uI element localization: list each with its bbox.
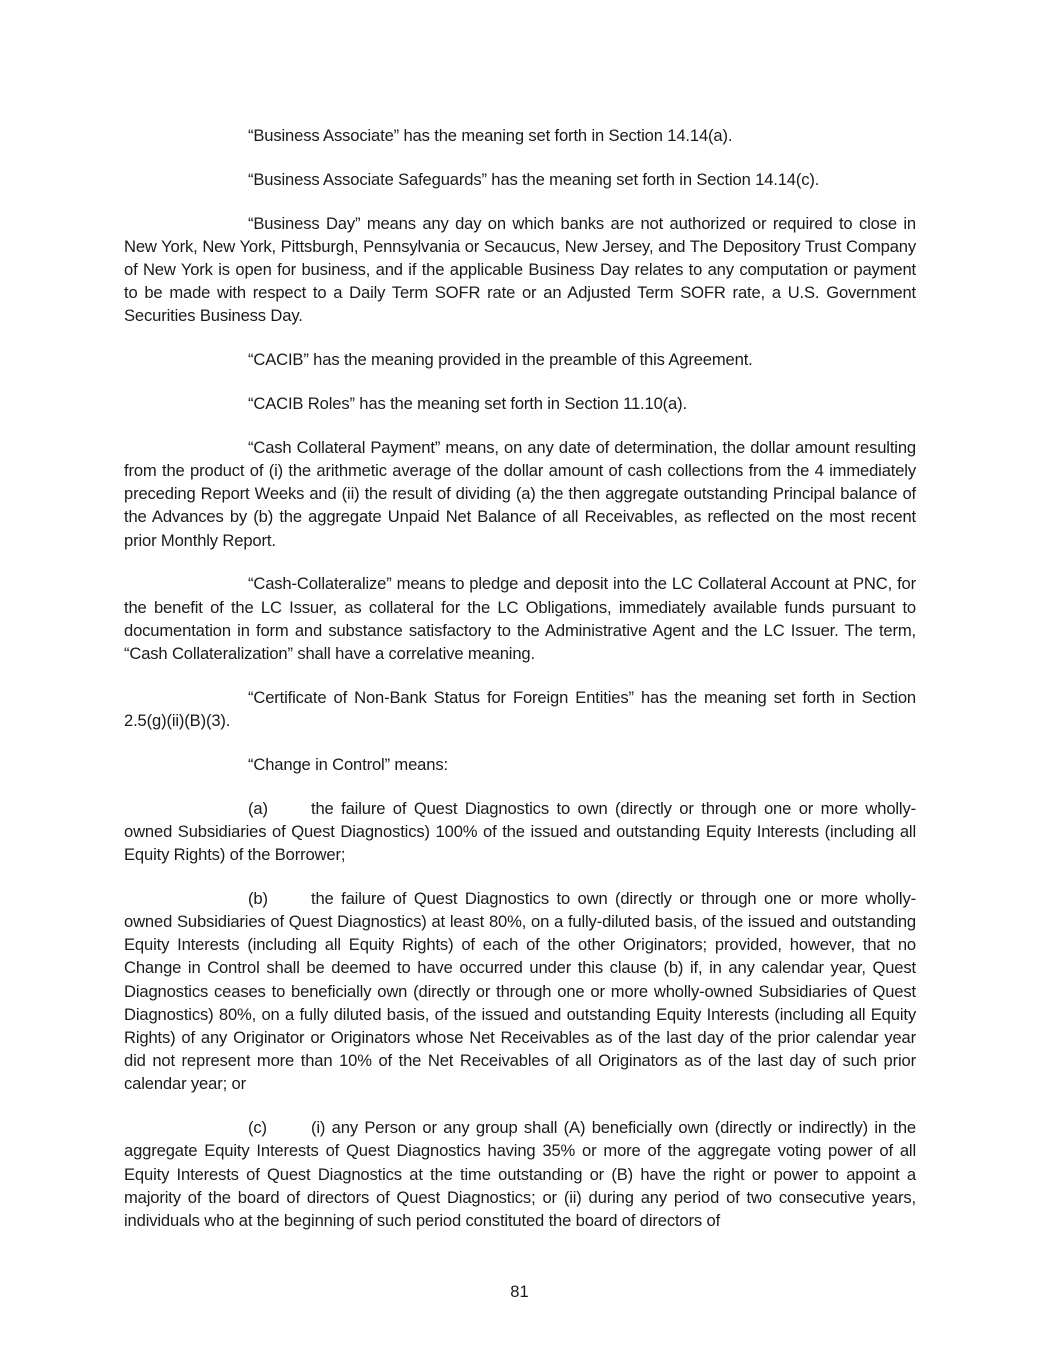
definition-change-in-control: “Change in Control” means: [248,754,448,774]
clause-c-text: (i) any Person or any group shall (A) beneficially own (directly or indirectly) in the aggregate Equity Interests of Quest Diagnostics having 35% or more of the aggregate voting power of all Equity Interests of Quest Diagnostics at the time outstanding or (B) have the right or power to appoint a majority of the board of directors of Quest Diagnostics; or (ii) during any period of two consecutive years, individuals who at the beginning of such period constituted the board of directors of [124,1118,916,1231]
definition-cacib: “CACIB” has the meaning provided in the preamble of this Agreement. [248,350,753,370]
clause-c-label: (c) [248,1118,267,1138]
clause-b-text: the failure of Quest Diagnostics to own (directly or through one or more wholly-owned Subsidiaries of Quest Diagnostics) at least 80%, on a fully-diluted basis, of the issued and outstanding Equity Interests (including all Equity Rights) of each of the other Originators; provided, however, that no Change in Control shall be deemed to have occurred under this clause (b) if, in any calendar year, Quest Diagnostics ceases to beneficially own (directly or through one or more wholly-owned Subsidiaries of Quest Diagnostics) 80%, on a fully diluted basis, of the issued and outstanding Equity Interests (including all Equity Rights) of any Originator or Originators whose Net Receivables as of the last day of the prior calendar year did not represent more than 10% of the Net Receivables of all Originators as of the last day of such prior calendar year; or [124,888,916,1094]
clause-a-label: (a) [248,798,268,818]
definition-business-day: “Business Day” means any day on which banks are not authorized or required to close in New York, New York, Pittsburgh, Pennsylvania or Secaucus, New Jersey, and The Depository Trust Company of New York is open for business, and if the applicable Business Day relates to any computation or payment to be made with respect to a Daily Term SOFR rate or an Adjusted Term SOFR rate, a U.S. Government Securities Business Day. [124,213,916,326]
definition-cacib-roles: “CACIB Roles” has the meaning set forth in Section 11.10(a). [248,394,687,413]
page-number: 81 [510,1282,529,1301]
definition-business-associate: “Business Associate” has the meaning set forth in Section 14.14(a). [248,126,733,145]
definition-cash-collateralize: “Cash-Collateralize” means to pledge and deposit into the LC Collateral Account at PNC, for the benefit of the LC Issuer, as collateral for the LC Obligations, immediately available funds pursuant to documentation in form and substance satisfactory to the Administrative Agent and the LC Issuer. The term, “Cash Collateralization” shall have a correlative meaning. [124,574,916,664]
definition-cash-collateral-payment: “Cash Collateral Payment” means, on any date of determination, the dollar amount resulting from the product of (i) the arithmetic average of the dollar amount of cash collections from the 4 immediately preceding Report Weeks and (ii) the result of dividing (a) the then aggregate outstanding Principal balance of the Advances by (b) the aggregate Unpaid Net Balance of all Receivables, as reflected on the most recent prior Monthly Report. [124,437,916,550]
clause-a [124,797,916,867]
clause-a-text: the failure of Quest Diagnostics to own (directly or through one or more wholly-owned Subsidiaries of Quest Diagnostics) 100% of the issued and outstanding Equity Interests (including all Equity Rights) of the Borrower; [124,798,916,865]
clause-c [124,1116,916,1232]
definition-certificate-non-bank-status: “Certificate of Non-Bank Status for Foreign Entities” has the meaning set forth in Section 2.5(g)(ii)(B)(3). [124,687,916,731]
clause-b-label: (b) [248,888,268,908]
definition-business-associate-safeguards: “Business Associate Safeguards” has the meaning set forth in Section 14.14(c). [248,169,820,189]
page-body [124,124,916,1253]
clause-b [124,887,916,1096]
